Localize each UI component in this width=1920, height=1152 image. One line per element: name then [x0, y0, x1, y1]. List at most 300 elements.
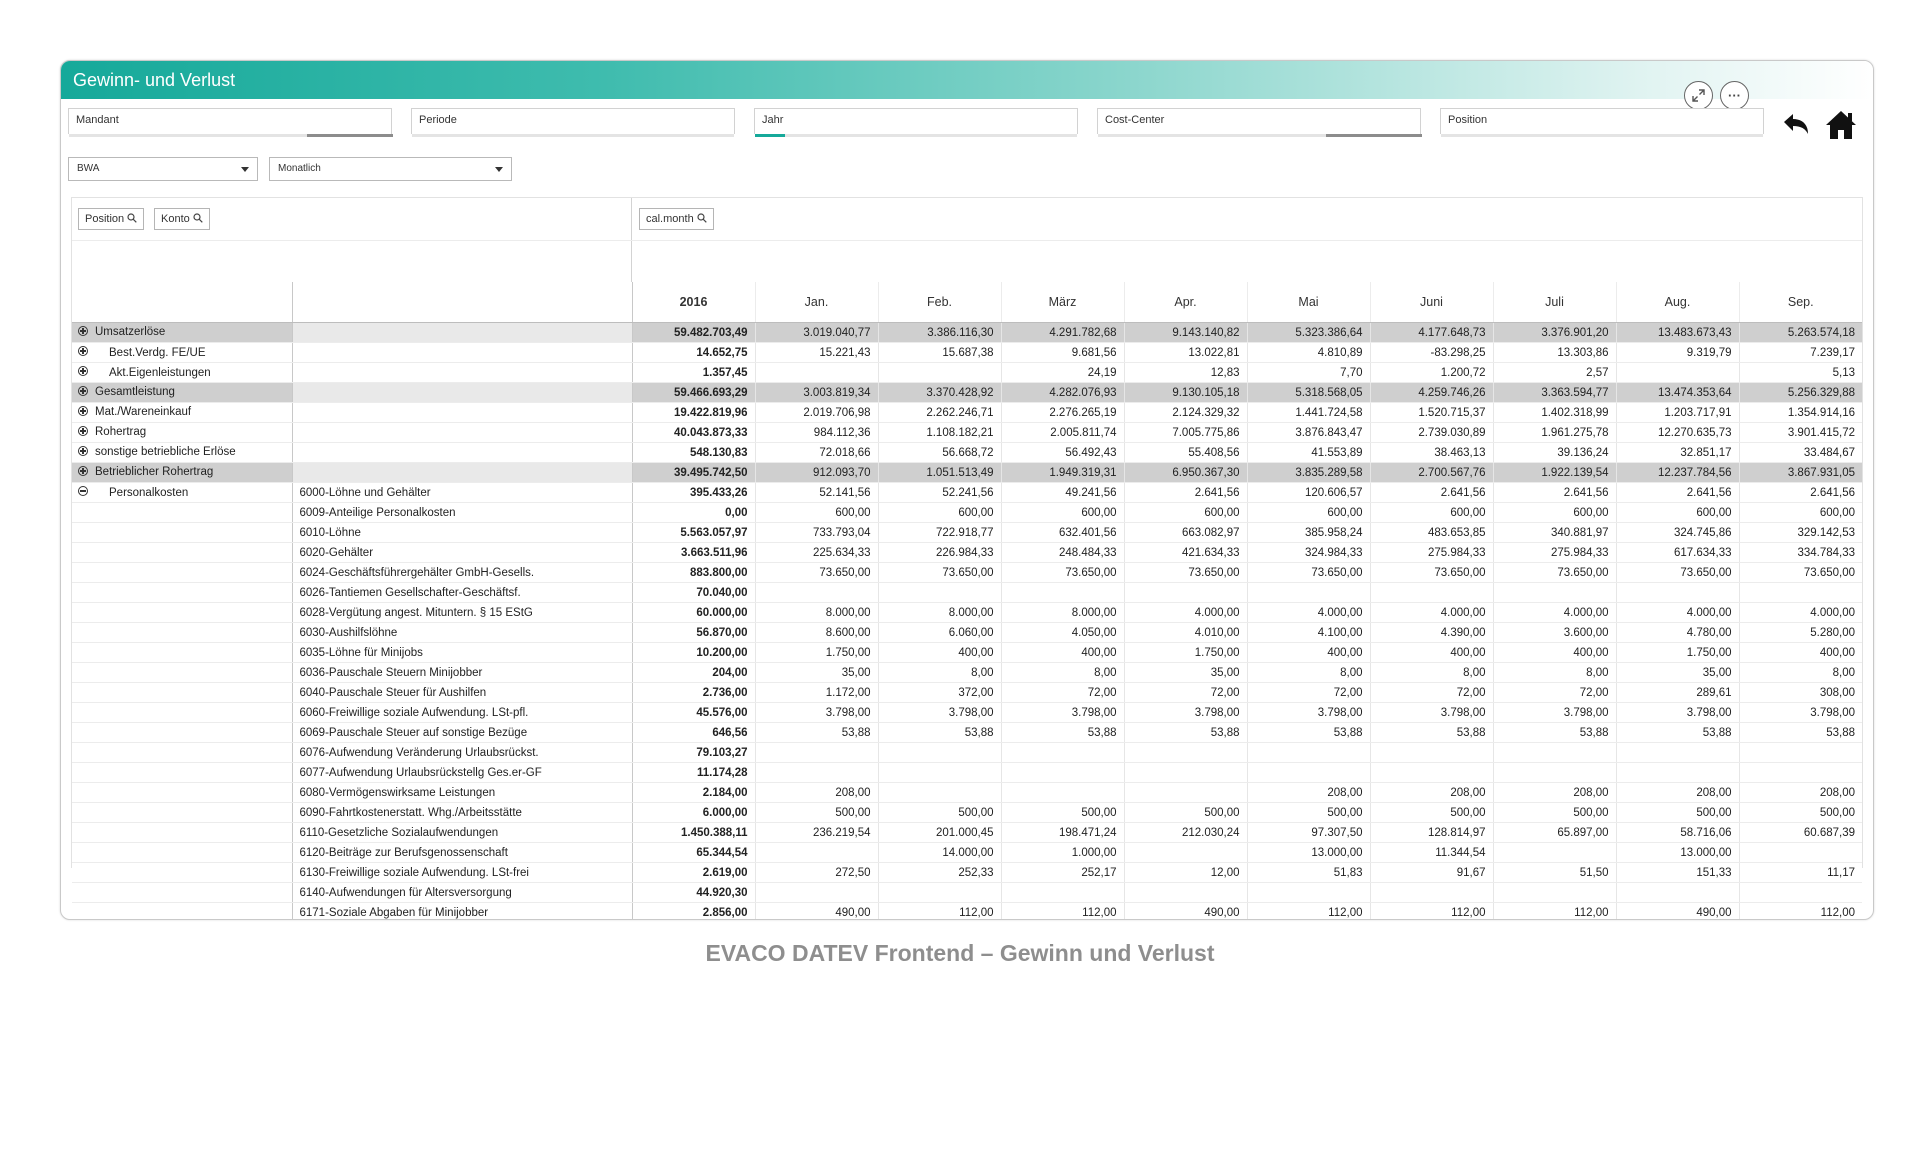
header-month[interactable]: Jan. [755, 282, 878, 323]
header-month[interactable]: März [1001, 282, 1124, 323]
month-value-cell [1001, 583, 1124, 603]
month-value-cell: 324.984,33 [1247, 543, 1370, 563]
position-cell [72, 803, 292, 823]
month-value-cell: 4.282.076,93 [1001, 383, 1124, 403]
position-cell[interactable] [72, 443, 292, 463]
month-value-cell: 324.745,86 [1616, 523, 1739, 543]
table-row [72, 623, 1862, 643]
month-value-cell: 5.280,00 [1739, 623, 1862, 643]
month-value-cell: 5.256.329,88 [1739, 383, 1862, 403]
konto-cell: 6030-Aushilfslöhne [292, 623, 632, 643]
header-position [72, 282, 292, 323]
month-value-cell: 112,00 [1247, 903, 1370, 921]
month-value-cell: 1.051.513,49 [878, 463, 1001, 483]
header-month[interactable]: Juli [1493, 282, 1616, 323]
month-value-cell: 226.984,33 [878, 543, 1001, 563]
month-value-cell: 12.270.635,73 [1616, 423, 1739, 443]
month-value-cell: 38.463,13 [1370, 443, 1493, 463]
month-value-cell: 9.681,56 [1001, 343, 1124, 363]
fullscreen-button[interactable] [1684, 81, 1713, 110]
month-value-cell: 6.060,00 [878, 623, 1001, 643]
konto-cell: 6028-Vergütung angest. Mituntern. § 15 EStG [292, 603, 632, 623]
home-icon[interactable] [1824, 108, 1858, 142]
month-value-cell: 1.520.715,37 [1370, 403, 1493, 423]
month-value-cell: 2.739.030,89 [1370, 423, 1493, 443]
month-value-cell: 56.668,72 [878, 443, 1001, 463]
month-value-cell: 308,00 [1739, 683, 1862, 703]
pl-panel [60, 60, 1874, 920]
month-value-cell: 3.019.040,77 [755, 323, 878, 343]
month-value-cell: 72,00 [1124, 683, 1247, 703]
year-total-cell: 40.043.873,33 [632, 423, 755, 443]
month-value-cell [1370, 583, 1493, 603]
month-value-cell [878, 883, 1001, 903]
table-row [72, 883, 1862, 903]
month-value-cell [1001, 743, 1124, 763]
month-value-cell: 4.000,00 [1247, 603, 1370, 623]
header-month[interactable]: Feb. [878, 282, 1001, 323]
month-value-cell: 15.687,38 [878, 343, 1001, 363]
filter-cost-center[interactable] [1097, 108, 1421, 134]
header-month[interactable]: Mai [1247, 282, 1370, 323]
position-cell [72, 563, 292, 583]
back-icon[interactable] [1778, 108, 1812, 142]
search-icon [697, 213, 707, 223]
year-total-cell: 2.184,00 [632, 783, 755, 803]
month-value-cell: 112,00 [1370, 903, 1493, 921]
month-value-cell [755, 763, 878, 783]
month-value-cell: 39.136,24 [1493, 443, 1616, 463]
month-value-cell [1124, 783, 1247, 803]
year-total-cell: 204,00 [632, 663, 755, 683]
konto-cell: 6036-Pauschale Steuern Minijobber [292, 663, 632, 683]
month-value-cell: 12,83 [1124, 363, 1247, 383]
month-value-cell: 490,00 [1124, 903, 1247, 921]
month-value-cell: 1.922.139,54 [1493, 463, 1616, 483]
month-value-cell: 4.000,00 [1370, 603, 1493, 623]
month-value-cell: 600,00 [1247, 503, 1370, 523]
month-value-cell: 663.082,97 [1124, 523, 1247, 543]
chip-label: cal.month [646, 213, 694, 225]
position-label: Rohertrag [95, 426, 147, 439]
dimension-chip-calmonth[interactable] [639, 208, 714, 230]
month-value-cell: 3.901.415,72 [1739, 423, 1862, 443]
month-value-cell: 252,33 [878, 863, 1001, 883]
month-value-cell: 1.354.914,16 [1739, 403, 1862, 423]
month-value-cell: 52.241,56 [878, 483, 1001, 503]
konto-cell: 6140-Aufwendungen für Altersversorgung [292, 883, 632, 903]
month-value-cell: 73.650,00 [1493, 563, 1616, 583]
month-value-cell [1247, 883, 1370, 903]
position-cell [72, 583, 292, 603]
month-value-cell: 3.600,00 [1493, 623, 1616, 643]
expand-icon[interactable] [78, 406, 88, 416]
month-value-cell: 8,00 [1739, 663, 1862, 683]
month-value-cell: 236.219,54 [755, 823, 878, 843]
month-value-cell: 56.492,43 [1001, 443, 1124, 463]
month-value-cell: 984.112,36 [755, 423, 878, 443]
month-value-cell: 289,61 [1616, 683, 1739, 703]
position-label: Akt.Eigenleistungen [109, 366, 211, 379]
month-value-cell: 500,00 [878, 803, 1001, 823]
position-cell[interactable] [72, 363, 292, 383]
month-value-cell: 400,00 [1001, 643, 1124, 663]
month-value-cell: 8.000,00 [1001, 603, 1124, 623]
table-row [72, 363, 1862, 383]
konto-cell: 6080-Vermögenswirksame Leistungen [292, 783, 632, 803]
header-month[interactable]: Sep. [1739, 282, 1862, 323]
month-value-cell: 212.030,24 [1124, 823, 1247, 843]
filter-label: Jahr [762, 114, 784, 126]
month-value-cell: 1.108.182,21 [878, 423, 1001, 443]
month-value-cell: 13.474.353,64 [1616, 383, 1739, 403]
expand-icon[interactable] [78, 346, 88, 356]
month-value-cell: 91,67 [1370, 863, 1493, 883]
dimension-chip-konto[interactable] [154, 208, 210, 230]
table-row [72, 583, 1862, 603]
month-value-cell: 5.323.386,64 [1247, 323, 1370, 343]
month-value-cell: 400,00 [878, 643, 1001, 663]
month-value-cell: 112,00 [1001, 903, 1124, 921]
table-row [72, 823, 1862, 843]
year-total-cell: 646,56 [632, 723, 755, 743]
month-value-cell: 600,00 [755, 503, 878, 523]
month-value-cell: 35,00 [755, 663, 878, 683]
month-value-cell: 600,00 [1124, 503, 1247, 523]
position-cell[interactable] [72, 423, 292, 443]
search-icon [193, 213, 203, 223]
month-value-cell: 2.700.567,76 [1370, 463, 1493, 483]
month-value-cell: 4.390,00 [1370, 623, 1493, 643]
month-value-cell: 53,88 [878, 723, 1001, 743]
month-value-cell: 4.000,00 [1124, 603, 1247, 623]
month-value-cell: 72,00 [1370, 683, 1493, 703]
month-value-cell: 72,00 [1493, 683, 1616, 703]
month-value-cell: 32.851,17 [1616, 443, 1739, 463]
month-value-cell: 1.203.717,91 [1616, 403, 1739, 423]
position-cell [72, 723, 292, 743]
year-total-cell: 44.920,30 [632, 883, 755, 903]
month-value-cell: 5.318.568,05 [1247, 383, 1370, 403]
filter-label: Position [1448, 114, 1488, 126]
position-cell [72, 523, 292, 543]
expand-icon[interactable] [78, 366, 88, 376]
position-cell[interactable] [72, 383, 292, 403]
month-value-cell: 490,00 [1616, 903, 1739, 921]
position-label: Personalkosten [109, 486, 189, 499]
month-value-cell: 151,33 [1616, 863, 1739, 883]
position-cell [72, 663, 292, 683]
month-value-cell: 4.000,00 [1739, 603, 1862, 623]
table-row [72, 383, 1862, 403]
month-value-cell: 600,00 [1001, 503, 1124, 523]
month-value-cell [755, 583, 878, 603]
table-row [72, 483, 1862, 503]
month-value-cell: 500,00 [1001, 803, 1124, 823]
position-cell [72, 883, 292, 903]
month-value-cell: 35,00 [1124, 663, 1247, 683]
month-value-cell: 7.005.775,86 [1124, 423, 1247, 443]
konto-cell: 6060-Freiwillige soziale Aufwendung. LSt-pfl. [292, 703, 632, 723]
month-value-cell: 1.750,00 [1124, 643, 1247, 663]
month-value-cell: 500,00 [1616, 803, 1739, 823]
month-value-cell: 208,00 [755, 783, 878, 803]
konto-cell: 6069-Pauschale Steuer auf sonstige Bezüge [292, 723, 632, 743]
month-value-cell: 72,00 [1001, 683, 1124, 703]
month-value-cell: 3.798,00 [1370, 703, 1493, 723]
position-cell [72, 703, 292, 723]
position-cell[interactable] [72, 343, 292, 363]
interval-select-value: Monatlich [278, 163, 321, 174]
month-value-cell: 2.276.265,19 [1001, 403, 1124, 423]
table-row [72, 903, 1862, 921]
interval-select[interactable] [269, 157, 512, 181]
month-value-cell: 5,13 [1739, 363, 1862, 383]
month-value-cell: 3.003.819,34 [755, 383, 878, 403]
month-value-cell: 2.641,56 [1124, 483, 1247, 503]
month-value-cell [1616, 883, 1739, 903]
month-value-cell: 73.650,00 [1001, 563, 1124, 583]
month-value-cell [755, 843, 878, 863]
month-value-cell [1001, 783, 1124, 803]
konto-cell: 6000-Löhne und Gehälter [292, 483, 632, 503]
expand-icon[interactable] [78, 426, 88, 436]
year-total-cell: 39.495.742,50 [632, 463, 755, 483]
position-cell[interactable] [72, 463, 292, 483]
month-value-cell: 3.798,00 [1124, 703, 1247, 723]
konto-cell: 6010-Löhne [292, 523, 632, 543]
month-value-cell: 8.000,00 [878, 603, 1001, 623]
position-cell[interactable] [72, 483, 292, 503]
table-row [72, 663, 1862, 683]
month-value-cell [1616, 363, 1739, 383]
year-total-cell: 395.433,26 [632, 483, 755, 503]
month-value-cell: 4.259.746,26 [1370, 383, 1493, 403]
month-value-cell: 8,00 [878, 663, 1001, 683]
month-value-cell: 24,19 [1001, 363, 1124, 383]
expand-icon[interactable] [78, 466, 88, 476]
pivot-grid [71, 197, 1863, 919]
year-total-cell: 14.652,75 [632, 343, 755, 363]
month-value-cell: 275.984,33 [1493, 543, 1616, 563]
month-value-cell [1124, 743, 1247, 763]
month-value-cell: 483.653,85 [1370, 523, 1493, 543]
month-value-cell: 8.000,00 [755, 603, 878, 623]
position-label: Best.Verdg. FE/UE [109, 346, 206, 359]
year-total-cell: 3.663.511,96 [632, 543, 755, 563]
konto-cell [292, 443, 632, 463]
table-row [72, 343, 1862, 363]
month-value-cell: 1.172,00 [755, 683, 878, 703]
konto-cell [292, 423, 632, 443]
month-value-cell: 208,00 [1370, 783, 1493, 803]
month-value-cell: 7.239,17 [1739, 343, 1862, 363]
more-options-button[interactable] [1720, 81, 1749, 110]
table-row [72, 683, 1862, 703]
month-value-cell: 41.553,89 [1247, 443, 1370, 463]
month-value-cell: 722.918,77 [878, 523, 1001, 543]
month-value-cell: 9.130.105,18 [1124, 383, 1247, 403]
header-month[interactable]: Apr. [1124, 282, 1247, 323]
month-value-cell: 208,00 [1493, 783, 1616, 803]
month-value-cell: 128.814,97 [1370, 823, 1493, 843]
konto-cell [292, 463, 632, 483]
month-value-cell: 73.650,00 [1370, 563, 1493, 583]
dimension-chip-position[interactable] [78, 208, 144, 230]
month-value-cell [1493, 883, 1616, 903]
month-value-cell: 1.441.724,58 [1247, 403, 1370, 423]
month-value-cell: 500,00 [1247, 803, 1370, 823]
month-value-cell: 3.798,00 [755, 703, 878, 723]
position-cell[interactable] [72, 323, 292, 343]
month-value-cell: 35,00 [1616, 663, 1739, 683]
month-value-cell: 4.291.782,68 [1001, 323, 1124, 343]
position-cell [72, 623, 292, 643]
month-value-cell: 225.634,33 [755, 543, 878, 563]
filter-periode[interactable] [411, 108, 735, 134]
month-value-cell [1247, 583, 1370, 603]
month-value-cell: 490,00 [755, 903, 878, 921]
table-row [72, 563, 1862, 583]
month-value-cell [1739, 583, 1862, 603]
month-value-cell [1493, 843, 1616, 863]
month-value-cell: 8,00 [1247, 663, 1370, 683]
month-value-cell: 600,00 [878, 503, 1001, 523]
month-value-cell: 421.634,33 [1124, 543, 1247, 563]
year-total-cell: 19.422.819,96 [632, 403, 755, 423]
month-value-cell [1616, 763, 1739, 783]
month-value-cell: 252,17 [1001, 863, 1124, 883]
month-value-cell [878, 583, 1001, 603]
konto-cell: 6120-Beiträge zur Berufsgenossenschaft [292, 843, 632, 863]
collapse-icon[interactable] [78, 486, 88, 496]
year-total-cell: 5.563.057,97 [632, 523, 755, 543]
year-total-cell: 548.130,83 [632, 443, 755, 463]
month-value-cell: 49.241,56 [1001, 483, 1124, 503]
konto-cell [292, 403, 632, 423]
month-value-cell [1370, 743, 1493, 763]
filter-position[interactable] [1440, 108, 1764, 134]
year-total-cell: 59.466.693,29 [632, 383, 755, 403]
month-value-cell [1493, 763, 1616, 783]
month-value-cell: 73.650,00 [1124, 563, 1247, 583]
month-value-cell: 2.262.246,71 [878, 403, 1001, 423]
month-value-cell: 2.005.811,74 [1001, 423, 1124, 443]
chip-label: Konto [161, 213, 190, 225]
month-value-cell: 632.401,56 [1001, 523, 1124, 543]
report-select[interactable] [68, 157, 258, 181]
year-total-cell: 2.619,00 [632, 863, 755, 883]
month-value-cell: 2,57 [1493, 363, 1616, 383]
month-value-cell: 334.784,33 [1739, 543, 1862, 563]
expand-icon [1692, 89, 1705, 102]
month-value-cell: 8.600,00 [755, 623, 878, 643]
month-value-cell: 9.319,79 [1616, 343, 1739, 363]
year-total-cell: 883.800,00 [632, 563, 755, 583]
month-value-cell: 73.650,00 [755, 563, 878, 583]
month-value-cell: 272,50 [755, 863, 878, 883]
month-value-cell: 600,00 [1370, 503, 1493, 523]
month-value-cell [1616, 743, 1739, 763]
konto-cell [292, 323, 632, 343]
month-value-cell: 1.949.319,31 [1001, 463, 1124, 483]
position-cell [72, 823, 292, 843]
month-value-cell: 600,00 [1493, 503, 1616, 523]
position-cell [72, 783, 292, 803]
month-value-cell: 3.798,00 [1616, 703, 1739, 723]
position-label: Mat./Wareneinkauf [95, 406, 192, 419]
month-value-cell: 400,00 [1493, 643, 1616, 663]
expand-icon[interactable] [78, 446, 88, 456]
month-value-cell: 53,88 [755, 723, 878, 743]
position-cell [72, 843, 292, 863]
month-value-cell: 9.143.140,82 [1124, 323, 1247, 343]
table-row [72, 843, 1862, 863]
month-value-cell: 208,00 [1247, 783, 1370, 803]
header-month[interactable]: Juni [1370, 282, 1493, 323]
table-row [72, 703, 1862, 723]
month-value-cell [1124, 763, 1247, 783]
month-value-cell: 275.984,33 [1370, 543, 1493, 563]
month-value-cell: 4.050,00 [1001, 623, 1124, 643]
month-value-cell: 198.471,24 [1001, 823, 1124, 843]
screenshot-caption: EVACO DATEV Frontend – Gewinn und Verlust [705, 940, 1215, 966]
position-cell [72, 763, 292, 783]
filter-jahr[interactable] [754, 108, 1078, 134]
table-row [72, 323, 1862, 343]
month-value-cell: 112,00 [1493, 903, 1616, 921]
month-value-cell [755, 883, 878, 903]
month-value-cell: 58.716,06 [1616, 823, 1739, 843]
konto-cell: 6020-Gehälter [292, 543, 632, 563]
table-row [72, 743, 1862, 763]
month-value-cell: 12,00 [1124, 863, 1247, 883]
month-value-cell: 11.344,54 [1370, 843, 1493, 863]
month-value-cell: 3.835.289,58 [1247, 463, 1370, 483]
position-label: Umsatzerlöse [95, 326, 166, 339]
month-value-cell: 2.124.329,32 [1124, 403, 1247, 423]
table-header-row [72, 282, 1862, 323]
konto-cell: 6035-Löhne für Minijobs [292, 643, 632, 663]
expand-icon[interactable] [78, 326, 88, 336]
month-value-cell: 2.641,56 [1616, 483, 1739, 503]
month-value-cell: 500,00 [1739, 803, 1862, 823]
year-total-cell: 0,00 [632, 503, 755, 523]
month-value-cell: 53,88 [1247, 723, 1370, 743]
year-total-cell: 6.000,00 [632, 803, 755, 823]
month-value-cell: 5.263.574,18 [1739, 323, 1862, 343]
month-value-cell [1739, 843, 1862, 863]
month-value-cell: 3.798,00 [878, 703, 1001, 723]
position-cell[interactable] [72, 403, 292, 423]
more-dots-icon: ··· [1728, 88, 1741, 103]
chip-label: Position [85, 213, 125, 225]
month-value-cell: 12.237.784,56 [1616, 463, 1739, 483]
position-cell [72, 603, 292, 623]
header-year[interactable]: 2016 [632, 282, 755, 323]
month-value-cell: 201.000,45 [878, 823, 1001, 843]
header-month[interactable]: Aug. [1616, 282, 1739, 323]
year-total-cell: 56.870,00 [632, 623, 755, 643]
expand-icon[interactable] [78, 386, 88, 396]
filter-mandant[interactable] [68, 108, 392, 134]
position-cell [72, 903, 292, 921]
month-value-cell: 53,88 [1001, 723, 1124, 743]
table-row [72, 803, 1862, 823]
month-value-cell [1739, 763, 1862, 783]
month-value-cell: 8,00 [1001, 663, 1124, 683]
month-value-cell [1739, 883, 1862, 903]
